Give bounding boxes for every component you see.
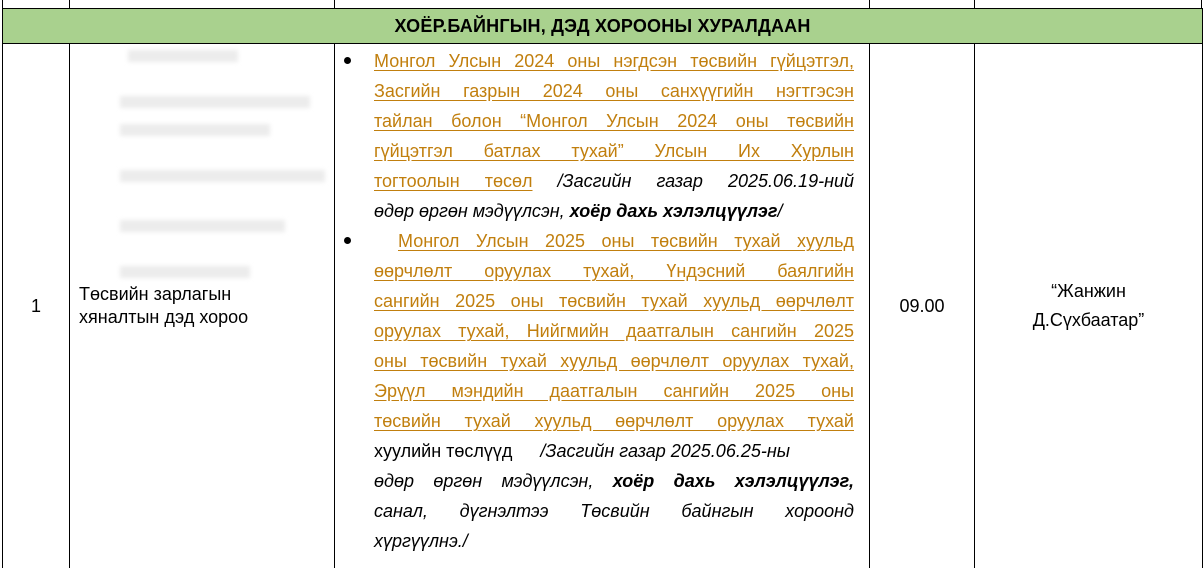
agenda-emphasis: хоёр дахь хэлэлцүүлэг bbox=[569, 201, 778, 221]
agenda-link[interactable]: тайлан болон “Монгол Улсын 2024 оны төсвийн bbox=[374, 111, 854, 131]
agenda-line bbox=[374, 466, 854, 496]
faded-text bbox=[120, 220, 285, 232]
agenda-line bbox=[374, 196, 854, 226]
agenda-link[interactable]: Монгол Улсын 2024 оны нэгдсэн төсвийн гүйцэтгэл, bbox=[374, 51, 854, 71]
agenda-link[interactable]: өөрчлөлт оруулах тухай, Үндэсний баялгийн bbox=[374, 261, 854, 281]
top-rule bbox=[974, 0, 975, 8]
faded-text bbox=[120, 170, 325, 182]
bullet-icon bbox=[344, 237, 351, 244]
agenda-note: хүргүүлнэ./ bbox=[374, 531, 468, 551]
faded-text bbox=[120, 266, 250, 278]
agenda-cell bbox=[335, 44, 870, 569]
venue-line: Д.Сүхбаатар” bbox=[1032, 310, 1145, 330]
venue-cell bbox=[975, 44, 1203, 569]
agenda-emphasis: хоёр дахь хэлэлцүүлэг, bbox=[612, 471, 854, 491]
agenda-link[interactable]: сангийн 2025 оны төсвийн тухай хуульд өөрчлөлт bbox=[374, 291, 854, 311]
agenda-note: санал, дүгнэлтээ Төсвийн байнгын хороонд bbox=[374, 501, 854, 521]
agenda-link[interactable]: гүйцэтгэл батлах тухай” Улсын Их Хурлын bbox=[374, 141, 854, 161]
faded-text bbox=[120, 96, 310, 108]
agenda-link[interactable]: оны төсвийн тухай хуульд өөрчлөлт оруулах тухай, bbox=[374, 351, 854, 371]
top-rule bbox=[869, 0, 870, 8]
agenda-link[interactable]: Эрүүл мэндийн даатгалын сангийн 2025 оны bbox=[374, 381, 854, 401]
agenda-line bbox=[374, 436, 854, 466]
venue-line: “Жанжин bbox=[1051, 281, 1126, 301]
agenda-item bbox=[374, 226, 854, 556]
agenda-note: өдөр өргөн мэдүүлсэн, bbox=[374, 471, 613, 491]
top-rule bbox=[334, 0, 335, 8]
agenda-note: /Засгийн газар 2025.06.19-ний bbox=[532, 171, 855, 191]
top-rule bbox=[1201, 0, 1202, 8]
agenda-item bbox=[374, 46, 854, 226]
agenda-link[interactable]: төсвийн тухай хуульд өөрчлөлт оруулах тухай bbox=[374, 411, 854, 431]
agenda-list bbox=[374, 46, 854, 556]
agenda-note: / bbox=[777, 201, 783, 221]
committee-name bbox=[79, 283, 334, 329]
committee-name-line: Төсвийн зарлагын bbox=[79, 284, 232, 304]
faded-text bbox=[128, 50, 238, 62]
section-title: ХОЁР.БАЙНГЫН, ДЭД ХОРООНЫ ХУРАЛДААН bbox=[3, 9, 1203, 44]
agenda-note: /Засгийн газар 2025.06.25-ны bbox=[540, 441, 790, 461]
agenda-text: хуулийн төслүүд bbox=[374, 441, 513, 461]
row-number: 1 bbox=[3, 44, 70, 569]
agenda-note: өдөр өргөн мэдүүлсэн, bbox=[374, 201, 570, 221]
top-rule bbox=[2, 0, 3, 8]
meeting-time: 09.00 bbox=[870, 44, 975, 569]
bullet-icon bbox=[344, 57, 351, 64]
agenda-link[interactable]: Засгийн газрын 2024 оны санхүүгийн нэгтгэсэн bbox=[374, 81, 854, 101]
agenda-link[interactable]: оруулах тухай, Нийгмийн даатгалын сангийн 2025 bbox=[374, 321, 854, 341]
agenda-line bbox=[374, 166, 854, 196]
schedule-table bbox=[2, 8, 1203, 568]
agenda-link[interactable]: Монгол Улсын 2025 оны төсвийн тухай хуульд bbox=[398, 231, 854, 251]
agenda-link[interactable]: тогтоолын төсөл bbox=[374, 171, 533, 191]
top-rule bbox=[69, 0, 70, 8]
committee-cell bbox=[70, 44, 335, 569]
committee-name-line: хяналтын дэд хороо bbox=[79, 307, 249, 327]
faded-text bbox=[120, 124, 270, 136]
table-row bbox=[3, 44, 1203, 569]
section-header-row bbox=[3, 9, 1203, 44]
